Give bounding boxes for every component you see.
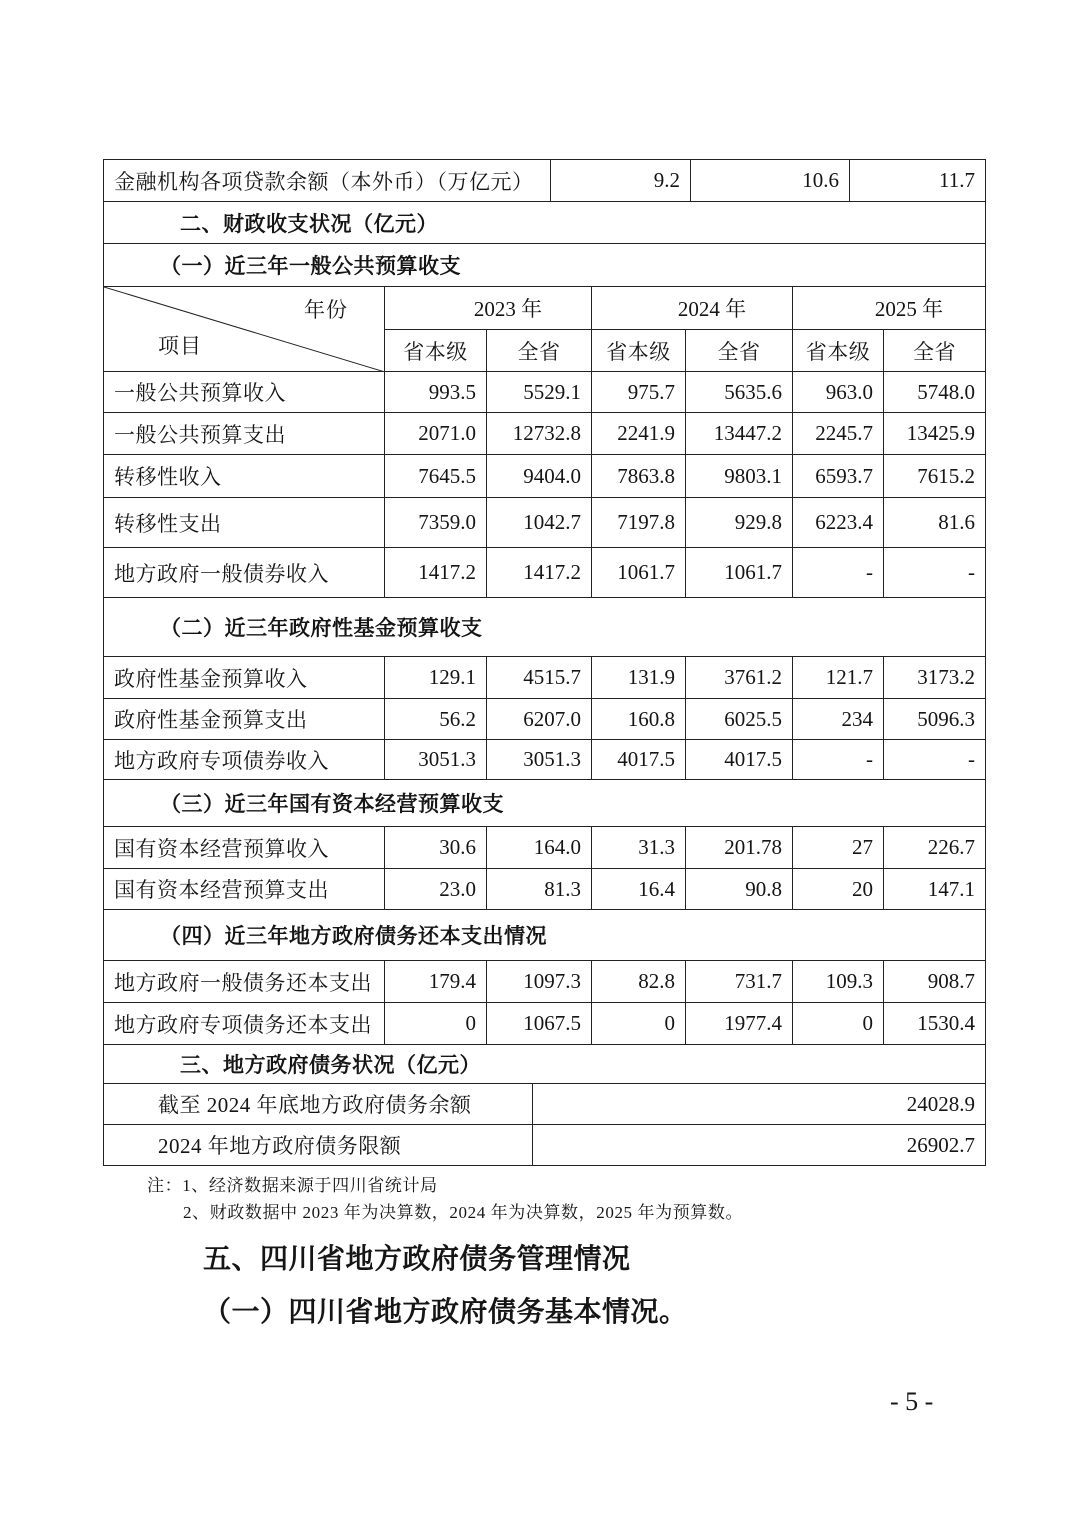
cell-g1-3-2025-provincial-level (793, 455, 884, 498)
cell-g1-1-2025-provincial-level (793, 372, 884, 413)
cell-g1-5-2023-provincial-level (385, 548, 487, 598)
cell-g3-1-2024-provincial-level (592, 827, 686, 869)
cell-g3-1-2024-provincial-level-text: 31.3 (638, 835, 675, 859)
cell-g2-3-2025-province-wide (884, 740, 986, 780)
year-header-2 (592, 287, 793, 330)
cell-g3-1-2023-provincial-level (385, 827, 487, 869)
row-label-g3-1-text: 国有资本经营预算收入 (114, 836, 329, 861)
cell-g1-1-2023-provincial-level (385, 372, 487, 413)
cell-g1-1-2024-provincial-level (592, 372, 686, 413)
cell-g1-2-2025-provincial-level-text: 2245.7 (815, 421, 873, 445)
cell-g2-3-2025-province-wide-text: - (968, 747, 975, 771)
cell-g4-2-2023-provincial-level (385, 1003, 487, 1045)
debt-row-value-2-text: 26902.7 (906, 1132, 975, 1157)
year-header-1-text: 2023 年 (473, 297, 543, 321)
cell-g4-1-2024-provincial-level (592, 961, 686, 1003)
cell-g3-1-2025-province-wide (884, 827, 986, 869)
cell-g1-3-2023-province-wide (487, 455, 592, 498)
cell-g4-1-2025-province-wide (884, 961, 986, 1003)
cell-g2-1-2025-province-wide-text: 3173.2 (917, 665, 975, 689)
cell-g1-4-2024-provincial-level-text: 7197.8 (617, 510, 675, 534)
cell-g1-4-2024-province-wide-text: 929.8 (734, 510, 782, 534)
row-label-g1-3 (104, 455, 385, 498)
fiscal-data-table (103, 159, 986, 1166)
cell-g1-2-2024-province-wide (686, 413, 793, 455)
cell-g2-1-2024-province-wide (686, 657, 793, 699)
cell-g3-2-2024-province-wide-text: 90.8 (745, 876, 782, 901)
loan-balance-label (104, 160, 551, 202)
debt-row-label-1-text: 截至 2024 年底地方政府债务余额 (158, 1093, 472, 1117)
cell-g1-5-2025-provincial-level (793, 548, 884, 598)
cell-g1-2-2024-provincial-level-text: 2241.9 (617, 421, 675, 445)
year-header-3-text: 2025 年 (874, 297, 944, 321)
cell-g4-2-2025-province-wide (884, 1003, 986, 1045)
cell-g3-1-2025-province-wide-text: 226.7 (927, 835, 975, 859)
debt-row-label-2 (104, 1125, 533, 1166)
loan-balance-value-1-text: 9.2 (653, 168, 680, 192)
cell-g2-3-2023-provincial-level (385, 740, 487, 780)
cell-g1-2-2025-province-wide (884, 413, 986, 455)
row-label-g1-2-text: 一般公共预算支出 (114, 422, 286, 447)
cell-g1-2-2023-province-wide-text: 12732.8 (512, 421, 581, 445)
cell-g1-1-2024-province-wide-text: 5635.6 (724, 379, 782, 404)
subheader-2024-province-wide (686, 330, 793, 372)
cell-g2-3-2024-provincial-level-text: 4017.5 (617, 747, 675, 771)
cell-g1-4-2023-provincial-level (385, 498, 487, 548)
cell-g1-3-2025-province-wide (884, 455, 986, 498)
cell-g2-2-2024-provincial-level-text: 160.8 (627, 706, 675, 731)
cell-g3-1-2025-provincial-level-text: 27 (852, 835, 873, 859)
section-title-debt-text: 三、地方政府债务状况（亿元） (180, 1053, 481, 1077)
cell-g1-1-2024-province-wide (686, 372, 793, 413)
row-label-g3-2-text: 国有资本经营预算支出 (114, 878, 329, 902)
section-heading: 五、四川省地方政府债务管理情况 (203, 1242, 631, 1275)
row-label-g1-2 (104, 413, 385, 455)
row-label-g4-1 (104, 961, 385, 1003)
subheader-2024-provincial-level (592, 330, 686, 372)
cell-g4-1-2023-provincial-level (385, 961, 487, 1003)
cell-g3-2-2023-provincial-level-text: 23.0 (439, 876, 476, 901)
cell-g1-5-2025-province-wide-text: - (968, 560, 975, 584)
cell-g1-4-2025-province-wide-text: 81.6 (938, 510, 975, 534)
header-corner-item-label: 项目 (158, 334, 202, 358)
cell-g4-1-2023-provincial-level-text: 179.4 (428, 969, 476, 993)
cell-g1-3-2024-province-wide (686, 455, 793, 498)
group-title-1 (104, 244, 986, 287)
loan-balance-value-3 (850, 160, 986, 202)
year-header-2-text: 2024 年 (677, 297, 747, 321)
cell-g1-4-2023-province-wide-text: 1042.7 (523, 510, 581, 534)
group-title-3-text: （三）近三年国有资本经营预算收支 (160, 792, 504, 816)
cell-g1-1-2025-province-wide-text: 5748.0 (917, 379, 975, 404)
cell-g3-1-2023-province-wide-text: 164.0 (533, 835, 581, 859)
cell-g2-3-2024-province-wide (686, 740, 793, 780)
cell-g2-3-2024-provincial-level (592, 740, 686, 780)
row-label-g4-1-text: 地方政府一般债务还本支出 (114, 970, 372, 995)
subheader-2025-provincial-level (793, 330, 884, 372)
debt-row-value-2 (533, 1125, 986, 1166)
cell-g1-2-2024-provincial-level (592, 413, 686, 455)
cell-g2-1-2023-province-wide (487, 657, 592, 699)
row-label-g1-5 (104, 548, 385, 598)
cell-g4-2-2024-province-wide-text: 1977.4 (724, 1011, 782, 1035)
cell-g2-2-2025-provincial-level-text: 234 (841, 706, 873, 731)
cell-g1-5-2024-provincial-level (592, 548, 686, 598)
row-label-g1-3-text: 转移性收入 (114, 465, 222, 489)
cell-g4-2-2023-province-wide-text: 1067.5 (523, 1011, 581, 1035)
group-title-2-text: （二）近三年政府性基金预算收支 (160, 616, 483, 640)
subheader-2023-provincial-level-text: 省本级 (403, 339, 468, 364)
cell-g2-2-2023-provincial-level (385, 699, 487, 740)
group-title-4 (104, 910, 986, 961)
cell-g1-3-2023-provincial-level-text: 7645.5 (418, 463, 476, 488)
row-label-g1-4 (104, 498, 385, 548)
cell-g1-5-2025-province-wide (884, 548, 986, 598)
cell-g4-1-2024-province-wide (686, 961, 793, 1003)
loan-balance-value-1 (551, 160, 691, 202)
subheader-2023-province-wide-text: 全省 (517, 339, 561, 364)
group-title-2 (104, 598, 986, 657)
year-header-1 (385, 287, 592, 330)
cell-g1-1-2023-provincial-level-text: 993.5 (428, 379, 476, 404)
row-label-g3-2 (104, 869, 385, 910)
subheader-2025-province-wide-text: 全省 (913, 339, 956, 364)
section-title-debt (104, 1045, 986, 1084)
cell-g4-2-2023-provincial-level-text: 0 (465, 1011, 476, 1035)
cell-g1-1-2023-province-wide (487, 372, 592, 413)
cell-g4-1-2025-province-wide-text: 908.7 (927, 969, 975, 993)
cell-g1-4-2025-provincial-level-text: 6223.4 (815, 510, 873, 534)
cell-g4-2-2024-province-wide (686, 1003, 793, 1045)
cell-g2-1-2023-provincial-level-text: 129.1 (428, 665, 476, 689)
cell-g1-2-2025-province-wide-text: 13425.9 (906, 421, 975, 445)
cell-g2-3-2023-province-wide-text: 3051.3 (523, 747, 581, 771)
cell-g2-1-2023-provincial-level (385, 657, 487, 699)
row-label-g2-1-text: 政府性基金预算收入 (114, 666, 308, 691)
subheader-2025-provincial-level-text: 省本级 (805, 339, 871, 364)
subheader-2024-provincial-level-text: 省本级 (606, 339, 671, 364)
cell-g2-2-2024-province-wide (686, 699, 793, 740)
cell-g1-1-2025-province-wide (884, 372, 986, 413)
cell-g1-3-2024-provincial-level (592, 455, 686, 498)
subsection-heading: （一）四川省地方政府债务基本情况。 (203, 1297, 688, 1328)
loan-balance-label-text: 金融机构各项贷款余额（本外币）（万亿元） (114, 169, 534, 194)
row-label-g2-2 (104, 699, 385, 740)
row-label-g1-4-text: 转移性支出 (114, 511, 222, 536)
debt-row-label-2-text: 2024 年地方政府债务限额 (158, 1134, 402, 1158)
cell-g1-4-2023-provincial-level-text: 7359.0 (418, 510, 476, 534)
cell-g1-4-2025-provincial-level (793, 498, 884, 548)
cell-g1-2-2024-province-wide-text: 13447.2 (713, 421, 782, 445)
cell-g2-1-2024-provincial-level-text: 131.9 (627, 665, 675, 689)
cell-g1-3-2023-province-wide-text: 9404.0 (523, 463, 581, 488)
cell-g2-2-2025-province-wide-text: 5096.3 (917, 706, 975, 731)
cell-g4-2-2023-province-wide (487, 1003, 592, 1045)
cell-g3-2-2023-province-wide-text: 81.3 (544, 876, 581, 901)
cell-g4-1-2024-provincial-level-text: 82.8 (638, 969, 675, 993)
cell-g2-2-2025-provincial-level (793, 699, 884, 740)
cell-g1-2-2023-provincial-level (385, 413, 487, 455)
page-number: - 5 - (890, 1387, 934, 1416)
loan-balance-value-2 (691, 160, 850, 202)
cell-g3-2-2025-province-wide-text: 147.1 (927, 876, 975, 901)
debt-row-label-1 (104, 1084, 533, 1125)
cell-g2-2-2024-provincial-level (592, 699, 686, 740)
cell-g3-2-2024-provincial-level (592, 869, 686, 910)
cell-g1-4-2024-province-wide (686, 498, 793, 548)
row-label-g2-1 (104, 657, 385, 699)
row-label-g1-5-text: 地方政府一般债券收入 (114, 561, 329, 586)
cell-g4-2-2024-provincial-level-text: 0 (664, 1011, 675, 1035)
row-label-g4-2 (104, 1003, 385, 1045)
loan-balance-value-2-text: 10.6 (802, 168, 839, 192)
cell-g4-1-2025-provincial-level-text: 109.3 (825, 969, 873, 993)
cell-g1-5-2024-province-wide (686, 548, 793, 598)
cell-g1-5-2023-provincial-level-text: 1417.2 (418, 560, 476, 584)
cell-g2-1-2023-province-wide-text: 4515.7 (523, 665, 581, 689)
cell-g4-2-2024-provincial-level (592, 1003, 686, 1045)
cell-g2-2-2025-province-wide (884, 699, 986, 740)
cell-g3-2-2024-provincial-level-text: 16.4 (638, 876, 675, 901)
cell-g1-2-2023-provincial-level-text: 2071.0 (418, 421, 476, 445)
row-label-g4-2-text: 地方政府专项债务还本支出 (114, 1012, 372, 1037)
cell-g2-2-2024-province-wide-text: 6025.5 (724, 706, 782, 731)
group-title-3 (104, 780, 986, 827)
cell-g2-1-2025-provincial-level (793, 657, 884, 699)
debt-row-value-1-text: 24028.9 (906, 1091, 975, 1116)
cell-g1-3-2025-provincial-level-text: 6593.7 (815, 463, 873, 488)
section-title-fiscal (104, 202, 986, 244)
year-header-3 (793, 287, 986, 330)
row-label-g3-1 (104, 827, 385, 869)
header-corner-year-label: 年份 (304, 298, 348, 322)
cell-g2-3-2025-provincial-level (793, 740, 884, 780)
cell-g1-1-2025-provincial-level-text: 963.0 (825, 379, 873, 404)
cell-g1-5-2024-province-wide-text: 1061.7 (724, 560, 782, 584)
cell-g3-2-2024-province-wide (686, 869, 793, 910)
cell-g2-3-2023-provincial-level-text: 3051.3 (418, 747, 476, 771)
cell-g3-2-2025-provincial-level (793, 869, 884, 910)
cell-g2-3-2023-province-wide (487, 740, 592, 780)
cell-g3-1-2023-provincial-level-text: 30.6 (439, 835, 476, 859)
cell-g1-1-2023-province-wide-text: 5529.1 (523, 379, 581, 404)
cell-g1-1-2024-provincial-level-text: 975.7 (627, 379, 675, 404)
cell-g2-3-2025-provincial-level-text: - (866, 747, 873, 771)
cell-g4-1-2023-province-wide (487, 961, 592, 1003)
cell-g3-2-2025-provincial-level-text: 20 (852, 876, 873, 901)
cell-g1-4-2024-provincial-level (592, 498, 686, 548)
cell-g2-1-2024-provincial-level (592, 657, 686, 699)
row-label-g2-3 (104, 740, 385, 780)
row-label-g2-2-text: 政府性基金预算支出 (114, 708, 308, 732)
cell-g3-1-2023-province-wide (487, 827, 592, 869)
row-label-g2-3-text: 地方政府专项债券收入 (114, 748, 329, 773)
cell-g3-2-2025-province-wide (884, 869, 986, 910)
group-title-1-text: （一）近三年一般公共预算收支 (160, 254, 461, 278)
cell-g1-4-2023-province-wide (487, 498, 592, 548)
cell-g1-5-2023-province-wide-text: 1417.2 (523, 560, 581, 584)
cell-g2-3-2024-province-wide-text: 4017.5 (724, 747, 782, 771)
row-label-g1-1-text: 一般公共预算收入 (114, 381, 286, 405)
subheader-2023-provincial-level (385, 330, 487, 372)
cell-g4-2-2025-province-wide-text: 1530.4 (917, 1011, 975, 1035)
cell-g1-2-2023-province-wide (487, 413, 592, 455)
cell-g1-2-2025-provincial-level (793, 413, 884, 455)
cell-g2-1-2024-province-wide-text: 3761.2 (724, 665, 782, 689)
group-title-4-text: （四）近三年地方政府债务还本支出情况 (160, 924, 547, 948)
header-corner-cell (104, 287, 385, 372)
cell-g2-1-2025-provincial-level-text: 121.7 (825, 665, 873, 689)
subheader-2023-province-wide (487, 330, 592, 372)
cell-g1-5-2023-province-wide (487, 548, 592, 598)
cell-g1-3-2024-province-wide-text: 9803.1 (724, 463, 782, 488)
cell-g2-2-2023-province-wide-text: 6207.0 (523, 706, 581, 731)
cell-g4-1-2024-province-wide-text: 731.7 (734, 969, 782, 993)
section-title-fiscal-text: 二、财政收支状况（亿元） (180, 211, 438, 236)
table-note-2: 2、财政数据中 2023 年为决算数，2024 年为决算数，2025 年为预算数。 (183, 1203, 744, 1222)
cell-g3-1-2024-province-wide (686, 827, 793, 869)
cell-g2-1-2025-province-wide (884, 657, 986, 699)
debt-row-value-1 (533, 1084, 986, 1125)
cell-g4-2-2025-provincial-level-text: 0 (862, 1011, 873, 1035)
cell-g1-3-2024-provincial-level-text: 7863.8 (617, 463, 675, 488)
cell-g2-2-2023-province-wide (487, 699, 592, 740)
cell-g3-2-2023-provincial-level (385, 869, 487, 910)
cell-g3-2-2023-province-wide (487, 869, 592, 910)
cell-g3-1-2024-province-wide-text: 201.78 (724, 835, 782, 859)
table-note-1: 注：1、经济数据来源于四川省统计局 (147, 1176, 438, 1195)
cell-g4-1-2025-provincial-level (793, 961, 884, 1003)
subheader-2025-province-wide (884, 330, 986, 372)
cell-g2-2-2023-provincial-level-text: 56.2 (439, 706, 476, 731)
cell-g4-1-2023-province-wide-text: 1097.3 (523, 969, 581, 993)
cell-g3-1-2025-provincial-level (793, 827, 884, 869)
cell-g1-3-2023-provincial-level (385, 455, 487, 498)
row-label-g1-1 (104, 372, 385, 413)
loan-balance-value-3-text: 11.7 (939, 168, 975, 192)
subheader-2024-province-wide-text: 全省 (717, 339, 761, 364)
cell-g1-4-2025-province-wide (884, 498, 986, 548)
cell-g1-5-2024-provincial-level-text: 1061.7 (617, 560, 675, 584)
cell-g4-2-2025-provincial-level (793, 1003, 884, 1045)
cell-g1-3-2025-province-wide-text: 7615.2 (917, 463, 975, 488)
cell-g1-5-2025-provincial-level-text: - (866, 560, 873, 584)
